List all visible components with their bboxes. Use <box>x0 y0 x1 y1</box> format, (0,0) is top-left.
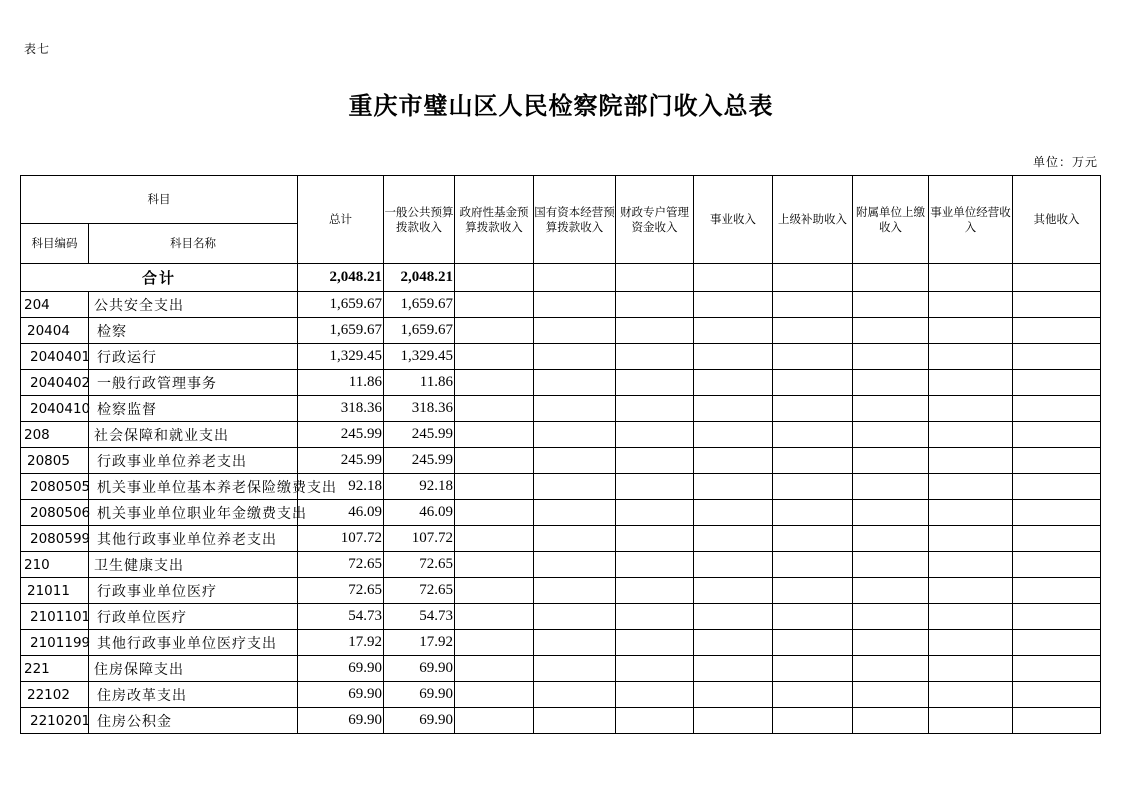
empty-cell <box>773 708 853 734</box>
empty-cell <box>694 448 773 474</box>
empty-cell <box>694 422 773 448</box>
empty-cell <box>1013 474 1101 500</box>
empty-cell <box>616 708 694 734</box>
empty-cell <box>929 292 1013 318</box>
empty-cell <box>773 396 853 422</box>
row-general-budget: 11.86 <box>384 370 455 396</box>
empty-cell <box>455 370 534 396</box>
row-name: 住房保障支出 <box>89 656 298 682</box>
row-total: 245.99 <box>298 448 384 474</box>
table-number: 表七 <box>24 42 51 56</box>
empty-cell <box>773 656 853 682</box>
empty-cell <box>1013 292 1101 318</box>
row-name: 住房改革支出 <box>89 682 298 708</box>
row-total: 1,329.45 <box>298 344 384 370</box>
row-total: 107.72 <box>298 526 384 552</box>
empty-cell <box>534 552 616 578</box>
empty-cell <box>773 292 853 318</box>
row-total: 69.90 <box>298 656 384 682</box>
empty-cell <box>853 422 929 448</box>
row-general-budget: 69.90 <box>384 682 455 708</box>
table-row <box>21 552 1101 578</box>
row-name: 公共安全支出 <box>89 292 298 318</box>
empty-cell <box>1013 396 1101 422</box>
empty-cell <box>773 552 853 578</box>
empty-cell <box>929 500 1013 526</box>
empty-cell <box>929 474 1013 500</box>
empty-cell <box>455 292 534 318</box>
header-state-capital: 国有资本经营预算拨款收入 <box>534 176 616 264</box>
empty-cell <box>1013 318 1101 344</box>
empty-cell <box>694 604 773 630</box>
header-other: 其他收入 <box>1013 176 1101 264</box>
empty-cell <box>929 630 1013 656</box>
empty-cell <box>455 604 534 630</box>
row-name: 行政事业单位医疗 <box>89 578 298 604</box>
row-code: 22102 <box>21 682 89 708</box>
header-fiscal-special: 财政专户管理资金收入 <box>616 176 694 264</box>
table-row <box>21 422 1101 448</box>
empty-cell <box>773 578 853 604</box>
row-general-budget: 72.65 <box>384 552 455 578</box>
empty-cell <box>1013 682 1101 708</box>
empty-cell <box>853 656 929 682</box>
row-name: 行政单位医疗 <box>89 604 298 630</box>
row-general-budget: 69.90 <box>384 656 455 682</box>
row-code: 2210201 <box>21 708 89 734</box>
empty-cell <box>534 318 616 344</box>
empty-cell <box>773 370 853 396</box>
table-row <box>21 344 1101 370</box>
table-row <box>21 500 1101 526</box>
empty-cell <box>773 526 853 552</box>
empty-cell <box>853 682 929 708</box>
empty-cell <box>616 526 694 552</box>
empty-cell <box>616 552 694 578</box>
empty-cell <box>853 396 929 422</box>
empty-cell <box>694 500 773 526</box>
empty-cell <box>1013 448 1101 474</box>
row-name: 卫生健康支出 <box>89 552 298 578</box>
empty-cell <box>455 318 534 344</box>
empty-cell <box>929 552 1013 578</box>
table-row <box>21 630 1101 656</box>
header-general-budget: 一般公共预算拨款收入 <box>384 176 455 264</box>
table-row <box>21 448 1101 474</box>
empty-cell <box>694 682 773 708</box>
empty-cell <box>616 578 694 604</box>
empty-cell <box>773 422 853 448</box>
row-general-budget: 318.36 <box>384 396 455 422</box>
empty-cell <box>773 318 853 344</box>
empty-cell <box>534 422 616 448</box>
empty-cell <box>929 604 1013 630</box>
empty-cell <box>534 526 616 552</box>
empty-cell <box>853 552 929 578</box>
empty-cell <box>616 370 694 396</box>
empty-cell <box>694 474 773 500</box>
table-row <box>21 396 1101 422</box>
row-general-budget: 69.90 <box>384 708 455 734</box>
page-title: 重庆市璧山区人民检察院部门收入总表 <box>348 91 774 120</box>
empty-cell <box>616 448 694 474</box>
empty-cell <box>853 474 929 500</box>
row-name: 机关事业单位职业年金缴费支出 <box>89 500 298 526</box>
empty-cell <box>853 526 929 552</box>
empty-cell <box>455 708 534 734</box>
row-code: 2040401 <box>21 344 89 370</box>
row-code: 208 <box>21 422 89 448</box>
table-row <box>21 370 1101 396</box>
row-general-budget: 1,329.45 <box>384 344 455 370</box>
empty-cell <box>853 370 929 396</box>
row-total: 318.36 <box>298 396 384 422</box>
header-superior-subsidy: 上级补助收入 <box>773 176 853 264</box>
empty-cell <box>694 344 773 370</box>
empty-cell <box>1013 370 1101 396</box>
empty-cell <box>929 448 1013 474</box>
empty-cell <box>929 318 1013 344</box>
empty-cell <box>534 448 616 474</box>
header-business-operation: 事业单位经营收入 <box>929 176 1013 264</box>
empty-cell <box>455 526 534 552</box>
empty-cell <box>534 604 616 630</box>
row-total: 72.65 <box>298 578 384 604</box>
empty-cell <box>455 552 534 578</box>
row-total: 69.90 <box>298 682 384 708</box>
empty-cell <box>534 578 616 604</box>
empty-cell <box>455 448 534 474</box>
row-total: 54.73 <box>298 604 384 630</box>
empty-cell <box>853 604 929 630</box>
empty-cell <box>534 630 616 656</box>
row-total: 69.90 <box>298 708 384 734</box>
empty-cell <box>1013 422 1101 448</box>
row-name: 机关事业单位基本养老保险缴费支出 <box>89 474 298 500</box>
row-total: 245.99 <box>298 422 384 448</box>
empty-cell <box>616 318 694 344</box>
empty-cell <box>694 578 773 604</box>
row-general-budget: 72.65 <box>384 578 455 604</box>
empty-cell <box>1013 526 1101 552</box>
row-code: 210 <box>21 552 89 578</box>
empty-cell <box>694 552 773 578</box>
empty-cell <box>455 578 534 604</box>
empty-cell <box>853 318 929 344</box>
empty-cell <box>455 344 534 370</box>
empty-cell <box>929 526 1013 552</box>
empty-cell <box>773 500 853 526</box>
income-summary-table <box>20 175 1101 734</box>
table-row <box>21 578 1101 604</box>
row-total: 11.86 <box>298 370 384 396</box>
empty-cell <box>694 526 773 552</box>
empty-cell <box>929 656 1013 682</box>
empty-cell <box>455 396 534 422</box>
header-code: 科目编码 <box>21 224 89 264</box>
empty-cell <box>455 682 534 708</box>
row-code: 204 <box>21 292 89 318</box>
table-row <box>21 292 1101 318</box>
empty-cell <box>534 708 616 734</box>
table-row <box>21 318 1101 344</box>
row-general-budget: 92.18 <box>384 474 455 500</box>
empty-cell <box>534 500 616 526</box>
empty-cell <box>455 500 534 526</box>
empty-cell <box>534 682 616 708</box>
empty-cell <box>616 630 694 656</box>
empty-cell <box>534 370 616 396</box>
table-row <box>21 474 1101 500</box>
empty-cell <box>616 656 694 682</box>
row-name: 住房公积金 <box>89 708 298 734</box>
row-code: 20404 <box>21 318 89 344</box>
row-code: 2101199 <box>21 630 89 656</box>
row-code: 2040410 <box>21 396 89 422</box>
empty-cell <box>616 682 694 708</box>
total-general-budget: 2,048.21 <box>384 264 455 292</box>
empty-cell <box>773 604 853 630</box>
empty-cell <box>455 474 534 500</box>
table-row <box>21 526 1101 552</box>
empty-cell <box>1013 656 1101 682</box>
table-row <box>21 708 1101 734</box>
header-gov-fund: 政府性基金预算拨款收入 <box>455 176 534 264</box>
empty-cell <box>534 474 616 500</box>
row-total: 72.65 <box>298 552 384 578</box>
row-general-budget: 1,659.67 <box>384 318 455 344</box>
row-general-budget: 245.99 <box>384 422 455 448</box>
table-row <box>21 682 1101 708</box>
row-code: 221 <box>21 656 89 682</box>
empty-cell <box>853 448 929 474</box>
empty-cell <box>853 344 929 370</box>
empty-cell <box>1013 500 1101 526</box>
row-name: 其他行政事业单位医疗支出 <box>89 630 298 656</box>
row-code: 20805 <box>21 448 89 474</box>
empty-cell <box>616 422 694 448</box>
empty-cell <box>1013 344 1101 370</box>
empty-cell <box>1013 630 1101 656</box>
row-name: 社会保障和就业支出 <box>89 422 298 448</box>
empty-cell <box>534 656 616 682</box>
empty-cell <box>1013 578 1101 604</box>
empty-cell <box>1013 552 1101 578</box>
empty-cell <box>853 578 929 604</box>
empty-cell <box>616 474 694 500</box>
row-name: 行政事业单位养老支出 <box>89 448 298 474</box>
empty-cell <box>929 708 1013 734</box>
empty-cell <box>773 448 853 474</box>
unit-label: 单位：万元 <box>1032 155 1098 169</box>
row-name: 检察监督 <box>89 396 298 422</box>
row-total: 46.09 <box>298 500 384 526</box>
empty-cell <box>1013 604 1101 630</box>
empty-cell <box>773 344 853 370</box>
row-total: 17.92 <box>298 630 384 656</box>
empty-cell <box>694 396 773 422</box>
row-total: 92.18 <box>298 474 384 500</box>
row-general-budget: 46.09 <box>384 500 455 526</box>
total-row <box>21 264 1101 292</box>
row-name: 一般行政管理事务 <box>89 370 298 396</box>
empty-cell <box>929 396 1013 422</box>
row-general-budget: 107.72 <box>384 526 455 552</box>
row-code: 2101101 <box>21 604 89 630</box>
empty-cell <box>455 656 534 682</box>
row-name: 检察 <box>89 318 298 344</box>
row-code: 2080506 <box>21 500 89 526</box>
empty-cell <box>773 630 853 656</box>
header-business: 事业收入 <box>694 176 773 264</box>
row-code: 2040402 <box>21 370 89 396</box>
row-code: 21011 <box>21 578 89 604</box>
empty-cell <box>694 370 773 396</box>
empty-cell <box>929 682 1013 708</box>
empty-cell <box>694 656 773 682</box>
row-general-budget: 1,659.67 <box>384 292 455 318</box>
header-affiliated: 附属单位上缴收入 <box>853 176 929 264</box>
empty-cell <box>694 318 773 344</box>
empty-cell <box>929 578 1013 604</box>
header-name: 科目名称 <box>89 224 298 264</box>
empty-cell <box>455 630 534 656</box>
row-total: 1,659.67 <box>298 292 384 318</box>
row-name: 其他行政事业单位养老支出 <box>89 526 298 552</box>
empty-cell <box>694 708 773 734</box>
empty-cell <box>773 682 853 708</box>
empty-cell <box>929 422 1013 448</box>
row-name: 行政运行 <box>89 344 298 370</box>
empty-cell <box>853 292 929 318</box>
row-general-budget: 17.92 <box>384 630 455 656</box>
empty-cell <box>694 630 773 656</box>
empty-cell <box>616 292 694 318</box>
header-total: 总计 <box>298 176 384 264</box>
empty-cell <box>853 708 929 734</box>
empty-cell <box>853 500 929 526</box>
row-general-budget: 54.73 <box>384 604 455 630</box>
row-code: 2080599 <box>21 526 89 552</box>
empty-cell <box>929 344 1013 370</box>
empty-cell <box>534 292 616 318</box>
empty-cell <box>773 474 853 500</box>
row-total: 1,659.67 <box>298 318 384 344</box>
empty-cell <box>534 396 616 422</box>
total-label: 合计 <box>21 264 298 292</box>
table-row <box>21 656 1101 682</box>
empty-cell <box>853 630 929 656</box>
row-code: 2080505 <box>21 474 89 500</box>
row-general-budget: 245.99 <box>384 448 455 474</box>
empty-cell <box>616 396 694 422</box>
header-subject: 科目 <box>21 176 298 224</box>
empty-cell <box>694 292 773 318</box>
empty-cell <box>616 344 694 370</box>
empty-cell <box>616 604 694 630</box>
table-row <box>21 604 1101 630</box>
empty-cell <box>534 344 616 370</box>
empty-cell <box>616 500 694 526</box>
empty-cell <box>455 422 534 448</box>
empty-cell <box>1013 708 1101 734</box>
empty-cell <box>929 370 1013 396</box>
total-value: 2,048.21 <box>298 264 384 292</box>
